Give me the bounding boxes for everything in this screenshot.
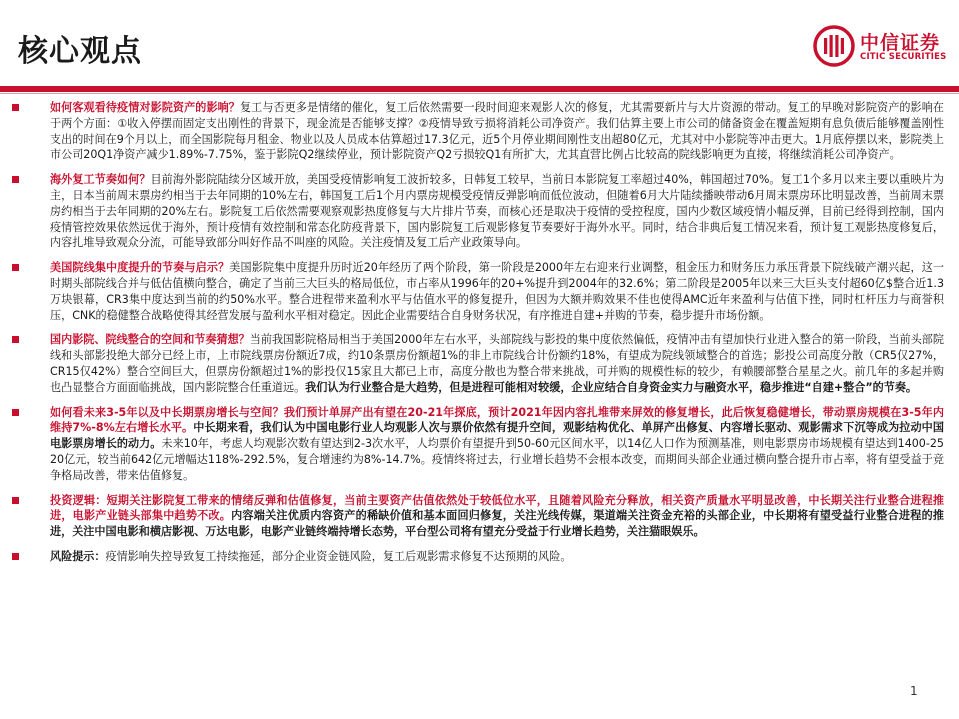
point-heading: 国内影院、院线整合的空间和节奏猜想？ <box>50 333 250 347</box>
slide-header <box>0 0 959 86</box>
point-heading: 美国院线集中度提升的节奏与启示？ <box>50 261 230 275</box>
bullet-marker <box>12 104 19 111</box>
point-text: 疫情影响失控导致复工持续拖延，部分企业资金链风险，复工后观影需求修复不达预期的风险。 <box>105 549 572 563</box>
bullet-marker <box>12 409 19 416</box>
point-body <box>50 100 944 163</box>
point-text: 美国影院集中度提升历时近20年经历了两个阶段，第一阶段是2000年左右迎来行业调整，租金压力和财务压力承压背景下院线破产潮兴起，这一时期头部院线合并与低估值横向整合，确定了当前三大巨头的格局低位，市占率从1996年的20+%提升到2004年的32.6%；第二阶段是2005年以来三大巨头支付超60亿$整合近1.3万块银幕，CR3集中度达到当前的约50%水平。整合进程带来盈利水平与估值水平的修复提升，但因为大额并购效果不佳也使得AMC近年来盈利与估值下挫，同时杠杆压力与商誉积压，CNK的稳健整合战略使得其经营发展与盈利水平相对稳定。因此企业需要结合自身财务状况，有序推进自建+并购的节奏，稳步提升市场份额。 <box>50 261 944 322</box>
page-number: 1 <box>910 684 918 698</box>
bullet-marker <box>12 497 19 504</box>
point-strategy: 短期关注影院复工带来的情绪反弹和估值修复，当前主要资产估值依然处于较低位水平，且随着风险充分释放，相关资产质量水平明显改善，中长期关注行业整合进程推进，电影产业链头部集中趋势不改。 <box>50 493 944 523</box>
point-heading: 海外复工节奏如何？ <box>50 173 151 187</box>
point-body <box>50 493 944 540</box>
point-overseas <box>8 172 944 251</box>
bullet-marker <box>12 176 19 183</box>
point-heading: 风险提示： <box>50 549 106 563</box>
point-risk <box>8 549 944 565</box>
point-body <box>50 260 944 323</box>
header-divider <box>0 86 959 92</box>
logo-text-cn: 中信证券 <box>860 32 941 54</box>
point-domestic-consolidation <box>8 332 944 395</box>
point-heading: 如何客观看待疫情对影院资产的影响？ <box>50 101 240 114</box>
point-conclusion: 我们认为行业整合是大趋势，但是进程可能相对较缓，企业应结合自身资金实力与融资水平，稳步推进“自建+整合”的节奏。 <box>305 380 918 394</box>
key-points <box>8 100 944 570</box>
point-heading: 如何看未来3-5年以及中长期票房增长与空间？ <box>50 405 284 419</box>
point-body <box>50 549 944 565</box>
bullet-marker <box>12 264 19 271</box>
point-recommendations: 内容端关注优质内容资产的稀缺价值和基本面回归修复，关注光线传媒，渠道端关注资金充裕的头部企业，中长期将有望受益行业整合进程的推进，关注中国电影和横店影视、万达电影，电影产业链终端持增长态势，平台型公司将有望充分受益于行业增长趋势，关注猫眼娱乐。 <box>50 509 944 539</box>
logo-text-en: CITIC SECURITIES <box>860 52 947 62</box>
point-investment-logic <box>8 493 944 540</box>
bullet-marker <box>12 336 19 343</box>
point-body <box>50 332 944 395</box>
citic-logo-icon <box>812 24 856 68</box>
page-title: 核心观点 <box>18 34 142 69</box>
point-forecast: 我们预计单屏产出有望在20-21年探底，预计2021年因内容扎堆带来屏效的修复增长，此后恢复稳健增长，带动票房规模在3-5年内维持7%-8%左右增长水平。 <box>50 405 945 435</box>
point-long-term-view: 中长期来看，我们认为中国电影行业人均观影人次与票价依然有提升空间，观影结构优化、单屏产出修复、内容增长驱动、观影需求下沉等成为拉动中国电影票房增长的动力。 <box>50 421 944 451</box>
point-box-office-outlook <box>8 405 944 484</box>
point-body <box>50 172 944 251</box>
point-text: 目前海外影院陆续分区域开放，美国受疫情影响复工波折较多，日韩复工较早，当前日本影院复工率超过40%，韩国超过70%。复工1个多月以来主要以重映片为主，日本当前周末票房约相当于去年同期的10%左右，韩国复工后1个月内票房规模受疫情反弹影响而低位波动，但随着6月大片陆续播映带动6月周末票房环比明显改善，当前周末票房约相当于去年同期的20%左右。影院复工后依然需要观察观影热度修复与大片排片节奏，而核心还是取决于疫情的受控程度，国内少数区域疫情小幅反弹，目前已经得到控制，国内疫情管控效果依然远优于海外，预计疫情有效控制和常态化防疫背景下，国内影院复工后观影修复节奏要好于海外水平。同时，结合非典后复工情况来看，预计复工观影热度修复后，内容扎堆导致观众分流，可能导致部分叫好作品不叫座的风险。关注疫情及复工后产业政策导向。 <box>50 173 944 250</box>
point-body <box>50 405 944 484</box>
bullet-marker <box>12 553 19 560</box>
citic-logo <box>812 24 947 68</box>
point-text: 复工与否更多是情绪的催化，复工后依然需要一段时间迎来观影人次的修复，尤其需要新片与大片资源的带动。复工的早晚对影院资产的影响在于两个方面：①收入停摆而固定支出刚性的背景下，现金流是否能够支撑？②疫情导致亏损将消耗公司净资产。我们估算主要上市公司的储备资金在覆盖短期有息负债后能够覆盖刚性支出的时间在9个月以上，而全国影院每月租金、物业以及人员成本估算超过17.3亿元，近5个月停业期间刚性支出超80亿元，尤其对中小影院等冲击更大。1月底停摆以来，影院类上市公司20Q1净资产减少1.89%-7.75%，鉴于影院Q2继续停业，预计影院资产Q2亏损较Q1有所扩大，尤其直营比例占比较高的院线影响更为直接，将继续消耗公司净资产。 <box>50 101 944 162</box>
point-impact <box>8 100 944 163</box>
point-text: 未来10年，考虑人均观影次数有望达到2-3次水平，人均票价有望提升到50-60元区间水平，以14亿人口作为预测基准，则电影票房市场规模有望达到1400-2520亿元，较当前642亿元增幅达118%-292.5%，复合增速约为8%-14.7%。疫情终将过去，行业增长趋势不会根本改变，而期间头部企业通过横向整合提升市占率，将有望受益于竞争格局改善，带来估值修复。 <box>50 437 944 482</box>
point-text: 当前我国影院格局相当于美国2000年左右水平，头部院线与影投的集中度依然偏低，疫情冲击有望加快行业进入整合的第一阶段，当前头部院线和头部影投绝大部分已经上市，上市院线票房份额近7成，约10条票房份额超1%的非上市院线合计份额约18%，有望成为院线领域整合的首选；影投公司高度分散（CR5仅27%，CR15仅42%）整合空间巨大，但票房份额超过1%的影投仅15家且大都已上市，高度分散也为整合带来挑战，可并购的规模性标的较少，有赖腰部整合星星之火。前几年的多起并购也凸显整合方面面临挑战，国内影院整合任重道远。 <box>50 333 944 394</box>
point-heading: 投资逻辑： <box>50 493 107 507</box>
point-us-concentration <box>8 260 944 323</box>
header-divider-thin <box>0 93 959 94</box>
